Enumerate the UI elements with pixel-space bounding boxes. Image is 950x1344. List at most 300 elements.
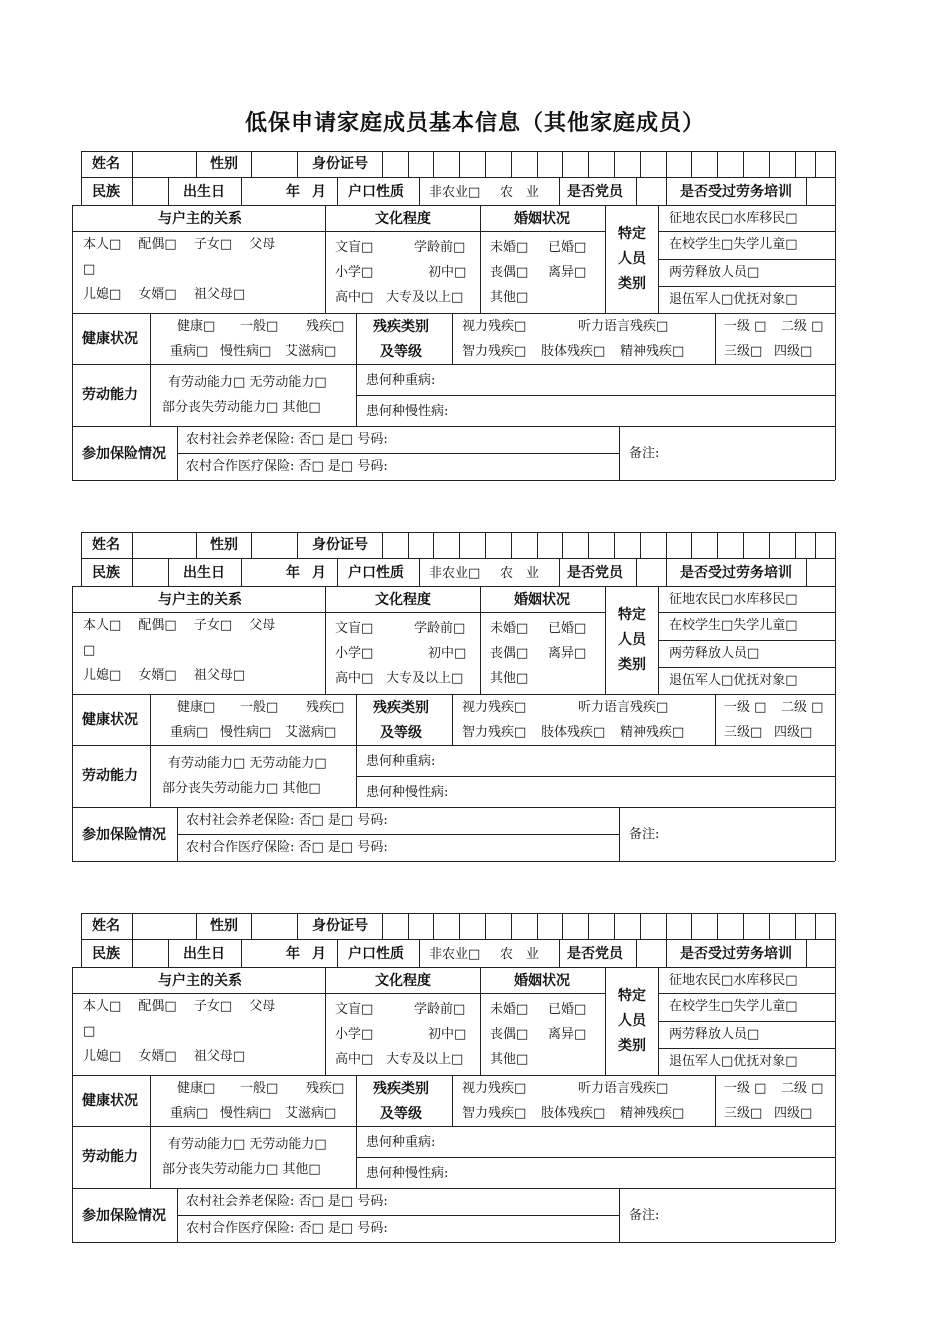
relation-options[interactable]: 本人□ 配偶□ 子女□ 父母 — [83, 999, 276, 1014]
grid-line — [666, 913, 667, 939]
education-option[interactable]: 高中□ — [335, 671, 374, 686]
grid-line — [485, 151, 486, 177]
grid-line — [177, 1188, 178, 1242]
grid-line — [72, 1188, 835, 1189]
relation-header: 与户主的关系 — [158, 973, 242, 989]
health-option[interactable]: 残疾□ — [306, 1081, 345, 1096]
disability-level-option[interactable]: 一级 □ — [724, 319, 767, 334]
hukou-nonfarm-option[interactable]: 非农业□ — [429, 566, 481, 581]
grid-line — [72, 205, 73, 480]
grid-line — [241, 177, 242, 205]
grid-line — [196, 913, 197, 939]
health-option[interactable]: 一般□ — [240, 319, 279, 334]
grid-line — [337, 558, 338, 586]
education-option[interactable]: 初中□ — [428, 265, 467, 280]
insurance-label: 参加保险情况 — [82, 827, 166, 843]
education-option[interactable]: 小学□ — [335, 646, 374, 661]
disability-option[interactable]: 精神残疾□ — [620, 725, 685, 740]
grid-line — [511, 151, 512, 177]
grid-line — [480, 967, 481, 1075]
special-option[interactable]: 在校学生□失学儿童□ — [669, 618, 798, 633]
grid-line — [691, 532, 692, 558]
grid-line — [177, 1215, 619, 1216]
marital-option[interactable]: 其他□ — [490, 1052, 529, 1067]
special-option[interactable]: 在校学生□失学儿童□ — [669, 999, 798, 1014]
month-label: 月 — [312, 565, 326, 581]
relation-options[interactable]: □ — [83, 1024, 96, 1039]
name-label: 姓名 — [92, 537, 120, 553]
chronic-illness-field[interactable]: 患何种慢性病: — [366, 785, 449, 800]
grid-line — [150, 1075, 151, 1188]
marital-option[interactable]: 未婚□ — [490, 1002, 529, 1017]
labor-training-label: 是否受过劳务培训 — [680, 184, 792, 200]
relation-options[interactable]: 本人□ 配偶□ 子女□ 父母 — [83, 618, 276, 633]
marital-option[interactable]: 其他□ — [490, 671, 529, 686]
health-option[interactable]: 慢性病□ — [220, 725, 272, 740]
marital-option[interactable]: 丧偶□ — [490, 1027, 529, 1042]
grid-line — [356, 694, 357, 807]
special-option[interactable]: 征地农民□水库移民□ — [669, 592, 798, 607]
hukou-nonfarm-option[interactable]: 非农业□ — [429, 947, 481, 962]
grid-line — [658, 205, 659, 313]
grid-line — [666, 177, 667, 205]
grid-line — [72, 205, 835, 206]
health-option[interactable]: 健康□ — [177, 1081, 216, 1096]
grid-line — [408, 913, 409, 939]
grid-line — [666, 151, 667, 177]
disability-level-option[interactable]: 四级□ — [774, 725, 813, 740]
name-label: 姓名 — [92, 156, 120, 172]
grid-line — [72, 807, 835, 808]
grid-line — [605, 586, 606, 694]
grid-line — [177, 834, 619, 835]
grid-line — [511, 913, 512, 939]
remark-field[interactable]: 备注: — [629, 1208, 660, 1223]
grid-line — [251, 151, 252, 177]
grid-line — [297, 151, 298, 177]
grid-line — [815, 532, 816, 558]
special-category-label: 特定 — [618, 988, 646, 1004]
disability-option[interactable]: 听力语言残疾□ — [578, 1081, 669, 1096]
marital-option[interactable]: 已婚□ — [548, 240, 587, 255]
grid-line — [72, 745, 835, 746]
education-option[interactable]: 大专及以上□ — [386, 671, 464, 686]
disability-level-option[interactable]: 三级□ — [724, 725, 763, 740]
grid-line — [815, 151, 816, 177]
grid-line — [419, 939, 420, 967]
labor-ability-option[interactable]: 有劳动能力□ 无劳动能力□ — [168, 375, 327, 390]
education-option[interactable]: 学龄前□ — [414, 621, 466, 636]
health-option[interactable]: 艾滋病□ — [285, 344, 337, 359]
grid-line — [614, 151, 615, 177]
member-form-3 — [0, 869, 950, 1236]
grid-line — [408, 151, 409, 177]
disability-level-option[interactable]: 三级□ — [724, 1106, 763, 1121]
education-option[interactable]: 小学□ — [335, 1027, 374, 1042]
grid-line — [168, 558, 169, 586]
disability-category-label: 残疾类别 — [373, 1081, 429, 1097]
special-option[interactable]: 两劳释放人员□ — [669, 1027, 760, 1042]
grid-line — [168, 939, 169, 967]
disability-option[interactable]: 视力残疾□ — [462, 1081, 527, 1096]
marital-option[interactable]: 丧偶□ — [490, 265, 529, 280]
health-option[interactable]: 慢性病□ — [220, 344, 272, 359]
labor-training-label: 是否受过劳务培训 — [680, 565, 792, 581]
grid-line — [132, 939, 133, 967]
grid-line — [177, 453, 619, 454]
disability-option[interactable]: 听力语言残疾□ — [578, 700, 669, 715]
grid-line — [382, 151, 383, 177]
disability-option[interactable]: 视力残疾□ — [462, 319, 527, 334]
marital-option[interactable]: 其他□ — [490, 290, 529, 305]
grid-line — [537, 151, 538, 177]
marital-option[interactable]: 未婚□ — [490, 621, 529, 636]
id-number-label: 身份证号 — [312, 537, 368, 553]
education-option[interactable]: 文盲□ — [335, 1002, 374, 1017]
grid-line — [196, 532, 197, 558]
special-option[interactable]: 两劳释放人员□ — [669, 265, 760, 280]
grid-line — [717, 151, 718, 177]
education-option[interactable]: 高中□ — [335, 290, 374, 305]
disability-option[interactable]: 肢体残疾□ — [541, 725, 606, 740]
health-label: 健康状况 — [82, 331, 138, 347]
grid-line — [605, 967, 606, 1075]
grid-line — [325, 586, 326, 694]
serious-illness-field[interactable]: 患何种重病: — [366, 373, 436, 388]
grid-line — [356, 1157, 835, 1158]
grid-line — [72, 426, 835, 427]
health-option[interactable]: 残疾□ — [306, 700, 345, 715]
disability-option[interactable]: 智力残疾□ — [462, 1106, 527, 1121]
special-option[interactable]: 退伍军人□优抚对象□ — [669, 292, 798, 307]
disability-level-option[interactable]: 二级 □ — [781, 700, 824, 715]
disability-option[interactable]: 精神残疾□ — [620, 1106, 685, 1121]
grid-line — [658, 667, 835, 668]
marital-header: 婚姻状况 — [514, 973, 570, 989]
relation-options[interactable]: □ — [83, 643, 96, 658]
relation-options[interactable]: 儿媳□ 女婿□ 祖父母□ — [83, 668, 246, 683]
ethnicity-label: 民族 — [92, 946, 120, 962]
health-option[interactable]: 健康□ — [177, 700, 216, 715]
grid-line — [666, 939, 667, 967]
health-option[interactable]: 健康□ — [177, 319, 216, 334]
grid-line — [177, 807, 178, 861]
birth-date-label: 出生日 — [183, 565, 225, 581]
party-member-label: 是否党员 — [567, 184, 623, 200]
special-option[interactable]: 征地农民□水库移民□ — [669, 211, 798, 226]
grid-line — [382, 913, 383, 939]
year-label: 年 — [286, 946, 300, 962]
grid-line — [658, 1021, 835, 1022]
health-label: 健康状况 — [82, 712, 138, 728]
health-option[interactable]: 一般□ — [240, 700, 279, 715]
grid-line — [658, 286, 835, 287]
marital-header: 婚姻状况 — [514, 211, 570, 227]
year-label: 年 — [286, 565, 300, 581]
hukou-label: 户口性质 — [348, 565, 404, 581]
marital-option[interactable]: 未婚□ — [490, 240, 529, 255]
education-option[interactable]: 文盲□ — [335, 240, 374, 255]
special-option[interactable]: 两劳释放人员□ — [669, 646, 760, 661]
grid-line — [356, 1075, 357, 1188]
grid-line — [835, 913, 836, 1242]
disability-level-option[interactable]: 四级□ — [774, 1106, 813, 1121]
grid-line — [640, 913, 641, 939]
disability-level-option[interactable]: 二级 □ — [781, 1081, 824, 1096]
grid-line — [297, 913, 298, 939]
education-option[interactable]: 学龄前□ — [414, 240, 466, 255]
health-label: 健康状况 — [82, 1093, 138, 1109]
relation-options[interactable]: 本人□ 配偶□ 子女□ 父母 — [83, 237, 276, 252]
health-option[interactable]: 艾滋病□ — [285, 1106, 337, 1121]
chronic-illness-field[interactable]: 患何种慢性病: — [366, 404, 449, 419]
labor-ability-option[interactable]: 部分丧失劳动能力□ 其他□ — [162, 400, 321, 415]
grid-line — [132, 177, 133, 205]
grid-line — [81, 532, 82, 586]
grid-line — [485, 532, 486, 558]
disability-level-option[interactable]: 一级 □ — [724, 1081, 767, 1096]
grid-line — [715, 1075, 716, 1126]
serious-illness-field[interactable]: 患何种重病: — [366, 754, 436, 769]
health-option[interactable]: 慢性病□ — [220, 1106, 272, 1121]
labor-ability-label: 劳动能力 — [82, 1149, 138, 1165]
grid-line — [72, 1126, 835, 1127]
page-title: 低保申请家庭成员基本信息（其他家庭成员） — [244, 110, 705, 136]
medical-insurance-field[interactable]: 农村合作医疗保险: 否□ 是□ 号码: — [186, 1221, 388, 1236]
relation-options[interactable]: 儿媳□ 女婿□ 祖父母□ — [83, 287, 246, 302]
grid-line — [835, 532, 836, 861]
disability-option[interactable]: 视力残疾□ — [462, 700, 527, 715]
labor-ability-option[interactable]: 部分丧失劳动能力□ 其他□ — [162, 781, 321, 796]
hukou-farm-option[interactable]: 农 业 — [500, 947, 540, 962]
grid-line — [485, 913, 486, 939]
grid-line — [251, 532, 252, 558]
grid-line — [743, 532, 744, 558]
grid-line — [636, 558, 637, 586]
gender-label: 性别 — [210, 537, 238, 553]
grid-line — [480, 586, 481, 694]
education-header: 文化程度 — [375, 592, 431, 608]
health-option[interactable]: 残疾□ — [306, 319, 345, 334]
disability-level-option[interactable]: 四级□ — [774, 344, 813, 359]
grid-line — [81, 558, 835, 559]
disability-option[interactable]: 听力语言残疾□ — [578, 319, 669, 334]
grid-line — [433, 532, 434, 558]
grid-line — [636, 939, 637, 967]
grid-line — [769, 913, 770, 939]
grid-line — [717, 532, 718, 558]
grid-line — [588, 532, 589, 558]
pension-insurance-field[interactable]: 农村社会养老保险: 否□ 是□ 号码: — [186, 813, 388, 828]
health-option[interactable]: 艾滋病□ — [285, 725, 337, 740]
grid-line — [562, 913, 563, 939]
grid-line — [81, 939, 835, 940]
labor-ability-option[interactable]: 有劳动能力□ 无劳动能力□ — [168, 756, 327, 771]
remark-field[interactable]: 备注: — [629, 827, 660, 842]
grid-line — [241, 558, 242, 586]
education-option[interactable]: 初中□ — [428, 1027, 467, 1042]
grid-line — [658, 640, 835, 641]
marital-option[interactable]: 丧偶□ — [490, 646, 529, 661]
grid-line — [81, 532, 835, 533]
grid-line — [452, 1075, 453, 1126]
grid-line — [691, 913, 692, 939]
grid-line — [297, 532, 298, 558]
grid-line — [459, 151, 460, 177]
grid-line — [806, 939, 807, 967]
grid-line — [382, 532, 383, 558]
chronic-illness-field[interactable]: 患何种慢性病: — [366, 1166, 449, 1181]
grid-line — [452, 694, 453, 745]
ethnicity-label: 民族 — [92, 565, 120, 581]
marital-option[interactable]: 离异□ — [548, 265, 587, 280]
grid-line — [605, 205, 606, 313]
grid-line — [480, 205, 481, 313]
marital-option[interactable]: 离异□ — [548, 1027, 587, 1042]
special-option[interactable]: 退伍军人□优抚对象□ — [669, 1054, 798, 1069]
grid-line — [769, 151, 770, 177]
grid-line — [356, 776, 835, 777]
grid-line — [658, 259, 835, 260]
disability-level-option[interactable]: 二级 □ — [781, 319, 824, 334]
health-option[interactable]: 重病□ — [170, 344, 209, 359]
special-option[interactable]: 退伍军人□优抚对象□ — [669, 673, 798, 688]
grid-line — [168, 177, 169, 205]
grid-line — [72, 231, 605, 232]
pension-insurance-field[interactable]: 农村社会养老保险: 否□ 是□ 号码: — [186, 1194, 388, 1209]
special-category-label: 类别 — [618, 657, 646, 673]
grid-line — [795, 532, 796, 558]
education-option[interactable]: 学龄前□ — [414, 1002, 466, 1017]
health-option[interactable]: 重病□ — [170, 725, 209, 740]
grid-line — [241, 939, 242, 967]
education-option[interactable]: 大专及以上□ — [386, 1052, 464, 1067]
grid-line — [452, 313, 453, 364]
hukou-nonfarm-option[interactable]: 非农业□ — [429, 185, 481, 200]
grid-line — [795, 913, 796, 939]
education-option[interactable]: 文盲□ — [335, 621, 374, 636]
education-option[interactable]: 小学□ — [335, 265, 374, 280]
disability-option[interactable]: 智力残疾□ — [462, 344, 527, 359]
health-option[interactable]: 一般□ — [240, 1081, 279, 1096]
labor-training-label: 是否受过劳务培训 — [680, 946, 792, 962]
disability-option[interactable]: 智力残疾□ — [462, 725, 527, 740]
grid-line — [356, 395, 835, 396]
grid-line — [559, 177, 560, 205]
education-option[interactable]: 高中□ — [335, 1052, 374, 1067]
serious-illness-field[interactable]: 患何种重病: — [366, 1135, 436, 1150]
pension-insurance-field[interactable]: 农村社会养老保险: 否□ 是□ 号码: — [186, 432, 388, 447]
grid-line — [658, 993, 835, 994]
marital-option[interactable]: 离异□ — [548, 646, 587, 661]
grid-line — [72, 1242, 835, 1243]
hukou-label: 户口性质 — [348, 946, 404, 962]
grid-line — [636, 177, 637, 205]
grid-line — [433, 913, 434, 939]
hukou-farm-option[interactable]: 农 业 — [500, 185, 540, 200]
grid-line — [743, 151, 744, 177]
health-option[interactable]: 重病□ — [170, 1106, 209, 1121]
gender-label: 性别 — [210, 156, 238, 172]
remark-field[interactable]: 备注: — [629, 446, 660, 461]
month-label: 月 — [312, 946, 326, 962]
disability-level-option[interactable]: 三级□ — [724, 344, 763, 359]
labor-ability-option[interactable]: 有劳动能力□ 无劳动能力□ — [168, 1137, 327, 1152]
disability-option[interactable]: 肢体残疾□ — [541, 1106, 606, 1121]
special-option[interactable]: 征地农民□水库移民□ — [669, 973, 798, 988]
special-category-label: 特定 — [618, 226, 646, 242]
grid-line — [666, 558, 667, 586]
special-category-label: 人员 — [618, 632, 646, 648]
education-option[interactable]: 大专及以上□ — [386, 290, 464, 305]
grid-line — [72, 967, 73, 1242]
grid-line — [658, 612, 835, 613]
marital-option[interactable]: 已婚□ — [548, 1002, 587, 1017]
labor-ability-label: 劳动能力 — [82, 768, 138, 784]
disability-level-option[interactable]: 一级 □ — [724, 700, 767, 715]
special-option[interactable]: 在校学生□失学儿童□ — [669, 237, 798, 252]
grid-line — [666, 532, 667, 558]
special-category-label: 特定 — [618, 607, 646, 623]
birth-date-label: 出生日 — [183, 946, 225, 962]
id-number-label: 身份证号 — [312, 156, 368, 172]
disability-option[interactable]: 肢体残疾□ — [541, 344, 606, 359]
grid-line — [691, 151, 692, 177]
education-option[interactable]: 初中□ — [428, 646, 467, 661]
hukou-farm-option[interactable]: 农 业 — [500, 566, 540, 581]
grid-line — [72, 861, 835, 862]
member-form-2 — [0, 488, 950, 855]
grid-line — [132, 532, 133, 558]
insurance-label: 参加保险情况 — [82, 1208, 166, 1224]
grid-line — [743, 913, 744, 939]
relation-options[interactable]: 儿媳□ 女婿□ 祖父母□ — [83, 1049, 246, 1064]
grid-line — [459, 913, 460, 939]
grid-line — [81, 151, 835, 152]
grid-line — [795, 151, 796, 177]
grid-line — [559, 939, 560, 967]
grid-line — [640, 532, 641, 558]
grid-line — [658, 231, 835, 232]
grid-line — [72, 586, 835, 587]
grid-line — [562, 151, 563, 177]
grid-line — [715, 313, 716, 364]
grid-line — [81, 913, 82, 967]
labor-ability-option[interactable]: 部分丧失劳动能力□ 其他□ — [162, 1162, 321, 1177]
grid-line — [81, 177, 835, 178]
member-form-1 — [0, 107, 950, 474]
insurance-label: 参加保险情况 — [82, 446, 166, 462]
medical-insurance-field[interactable]: 农村合作医疗保险: 否□ 是□ 号码: — [186, 459, 388, 474]
grid-line — [769, 532, 770, 558]
special-category-label: 人员 — [618, 251, 646, 267]
grid-line — [614, 532, 615, 558]
grid-line — [419, 558, 420, 586]
marital-option[interactable]: 已婚□ — [548, 621, 587, 636]
grid-line — [72, 364, 835, 365]
grid-line — [614, 913, 615, 939]
medical-insurance-field[interactable]: 农村合作医疗保险: 否□ 是□ 号码: — [186, 840, 388, 855]
grid-line — [640, 151, 641, 177]
month-label: 月 — [312, 184, 326, 200]
relation-options[interactable]: □ — [83, 262, 96, 277]
disability-option[interactable]: 精神残疾□ — [620, 344, 685, 359]
grid-line — [717, 913, 718, 939]
special-category-label: 人员 — [618, 1013, 646, 1029]
grid-line — [459, 532, 460, 558]
name-label: 姓名 — [92, 918, 120, 934]
grid-line — [325, 205, 326, 313]
